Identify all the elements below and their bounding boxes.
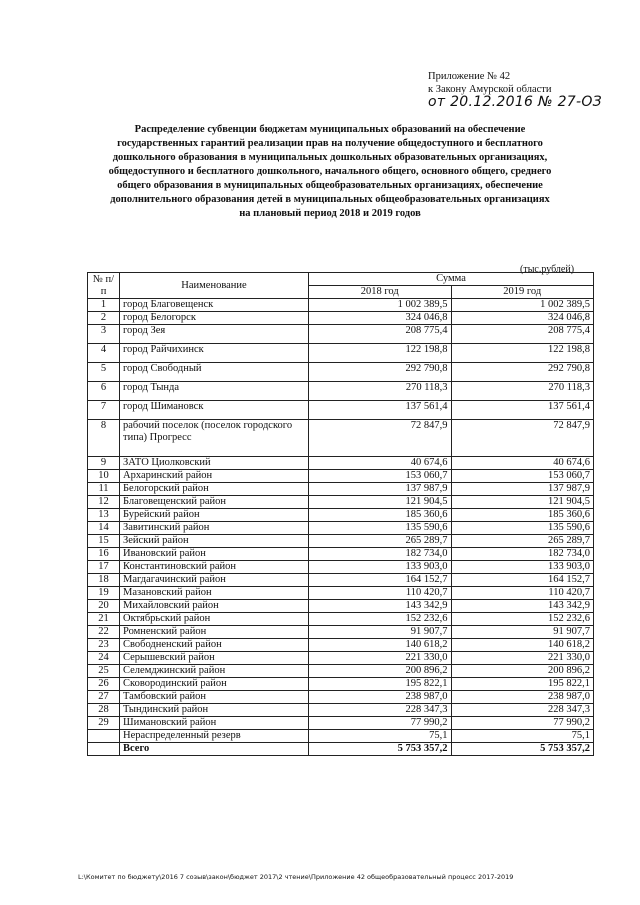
- row-number: 6: [88, 382, 120, 401]
- row-name: Михайловский район: [120, 600, 309, 613]
- table-row: [88, 325, 594, 344]
- row-value-2018: 195 822,1: [309, 678, 452, 691]
- row-number: 22: [88, 626, 120, 639]
- row-name: Свободненский район: [120, 639, 309, 652]
- row-name: Тындинский район: [120, 704, 309, 717]
- row-number: 5: [88, 363, 120, 382]
- total-row: [88, 743, 594, 756]
- row-value-2019: 238 987,0: [451, 691, 594, 704]
- row-name: Октябрьский район: [120, 613, 309, 626]
- row-value-2019: 75,1: [451, 730, 594, 743]
- row-name: Сковородинский район: [120, 678, 309, 691]
- row-number: 7: [88, 401, 120, 420]
- row-value-2018: 121 904,5: [309, 496, 452, 509]
- row-number: 10: [88, 470, 120, 483]
- row-value-2018: 75,1: [309, 730, 452, 743]
- row-value-2018: 110 420,7: [309, 587, 452, 600]
- row-value-2019: 164 152,7: [451, 574, 594, 587]
- row-number: 25: [88, 665, 120, 678]
- table-row: [88, 574, 594, 587]
- row-name: город Свободный: [120, 363, 309, 382]
- row-value-2018: 77 990,2: [309, 717, 452, 730]
- file-path-footer: L:\Комитет по бюджету\2016 7 созыв\закон\бюджет 2017\2 чтение\Приложение 42 общеобразовательный процесс 2017-2019: [78, 873, 514, 881]
- row-value-2018: 324 046,8: [309, 312, 452, 325]
- table-row: [88, 344, 594, 363]
- row-number: 26: [88, 678, 120, 691]
- row-number: 17: [88, 561, 120, 574]
- row-name: Нераспределенный резерв: [120, 730, 309, 743]
- row-name: город Белогорск: [120, 312, 309, 325]
- row-value-2018: 40 674,6: [309, 457, 452, 470]
- row-value-2019: 5 753 357,2: [451, 743, 594, 756]
- table-row: [88, 299, 594, 312]
- row-value-2019: 152 232,6: [451, 613, 594, 626]
- row-value-2019: 137 561,4: [451, 401, 594, 420]
- row-value-2018: 292 790,8: [309, 363, 452, 382]
- row-value-2018: 182 734,0: [309, 548, 452, 561]
- row-value-2018: 152 232,6: [309, 613, 452, 626]
- table-row: [88, 401, 594, 420]
- table-body: [88, 299, 594, 756]
- subvention-table: [87, 272, 594, 756]
- row-value-2018: 221 330,0: [309, 652, 452, 665]
- law-reference: к Закону Амурской области: [428, 84, 552, 95]
- row-number: 21: [88, 613, 120, 626]
- table-row: [88, 420, 594, 457]
- row-value-2018: 200 896,2: [309, 665, 452, 678]
- row-value-2018: 164 152,7: [309, 574, 452, 587]
- col-num-header: № п/п: [88, 273, 120, 299]
- row-number: 24: [88, 652, 120, 665]
- row-name: Селемджинский район: [120, 665, 309, 678]
- row-value-2019: 324 046,8: [451, 312, 594, 325]
- row-name: Магдагачинский район: [120, 574, 309, 587]
- row-number: 11: [88, 483, 120, 496]
- table-row: [88, 470, 594, 483]
- document-title: Распределение субвенции бюджетам муниципальных образований на обеспечение государственных гарантий реализации прав на получение общедоступного и бесплатного дошкольного образования в муниципальных дошкольных образовательных организациях, общедоступного и бесплатного дошкольного, начального общего, основного общего, среднего общего образования в муниципальных общеобразовательных организациях, обеспечение дополнительного образования детей в муниципальных общеобразовательных организациях на плановый период 2018 и 2019 годов: [108, 124, 552, 219]
- row-value-2018: 185 360,6: [309, 509, 452, 522]
- row-number: 8: [88, 420, 120, 457]
- table-row: [88, 717, 594, 730]
- row-value-2019: 208 775,4: [451, 325, 594, 344]
- table-row: [88, 639, 594, 652]
- row-name: ЗАТО Циолковский: [120, 457, 309, 470]
- row-value-2018: 140 618,2: [309, 639, 452, 652]
- row-value-2019: 121 904,5: [451, 496, 594, 509]
- table-row: [88, 626, 594, 639]
- row-number: 1: [88, 299, 120, 312]
- row-value-2019: 153 060,7: [451, 470, 594, 483]
- row-number: 12: [88, 496, 120, 509]
- row-number: 3: [88, 325, 120, 344]
- table-row: [88, 730, 594, 743]
- table-row: [88, 535, 594, 548]
- row-value-2019: 200 896,2: [451, 665, 594, 678]
- row-value-2018: 153 060,7: [309, 470, 452, 483]
- appendix-number: Приложение № 42: [428, 71, 511, 82]
- row-name: Тамбовский район: [120, 691, 309, 704]
- row-number: 23: [88, 639, 120, 652]
- row-value-2018: 135 590,6: [309, 522, 452, 535]
- row-name: Бурейский район: [120, 509, 309, 522]
- row-number: 27: [88, 691, 120, 704]
- table-row: [88, 587, 594, 600]
- row-name: Серышевский район: [120, 652, 309, 665]
- table-row: [88, 312, 594, 325]
- table-row: [88, 561, 594, 574]
- col-2018-header: 2018 год: [309, 286, 452, 299]
- row-value-2019: 228 347,3: [451, 704, 594, 717]
- row-value-2019: 137 987,9: [451, 483, 594, 496]
- row-name: город Райчихинск: [120, 344, 309, 363]
- row-value-2018: 228 347,3: [309, 704, 452, 717]
- row-number: 20: [88, 600, 120, 613]
- row-name: Белогорский район: [120, 483, 309, 496]
- table-row: [88, 483, 594, 496]
- units-label: (тыс.рублей): [520, 264, 575, 275]
- row-value-2019: 91 907,7: [451, 626, 594, 639]
- row-name: город Шимановск: [120, 401, 309, 420]
- table-row: [88, 665, 594, 678]
- row-value-2018: 208 775,4: [309, 325, 452, 344]
- row-name: Зейский район: [120, 535, 309, 548]
- row-number: 15: [88, 535, 120, 548]
- row-value-2019: 133 903,0: [451, 561, 594, 574]
- row-name: Архаринский район: [120, 470, 309, 483]
- row-value-2019: 195 822,1: [451, 678, 594, 691]
- row-value-2019: 140 618,2: [451, 639, 594, 652]
- row-value-2018: 270 118,3: [309, 382, 452, 401]
- row-value-2018: 72 847,9: [309, 420, 452, 457]
- row-value-2019: 292 790,8: [451, 363, 594, 382]
- col-sum-header: Сумма: [309, 273, 594, 286]
- row-number: 18: [88, 574, 120, 587]
- row-value-2018: 265 289,7: [309, 535, 452, 548]
- table-row: [88, 457, 594, 470]
- row-number: 4: [88, 344, 120, 363]
- row-number: 9: [88, 457, 120, 470]
- row-name: город Тында: [120, 382, 309, 401]
- row-name: город Зея: [120, 325, 309, 344]
- table-row: [88, 600, 594, 613]
- row-value-2019: 110 420,7: [451, 587, 594, 600]
- row-value-2019: 221 330,0: [451, 652, 594, 665]
- row-value-2019: 40 674,6: [451, 457, 594, 470]
- table-row: [88, 363, 594, 382]
- table-row: [88, 678, 594, 691]
- row-value-2018: 122 198,8: [309, 344, 452, 363]
- row-number: 29: [88, 717, 120, 730]
- table-row: [88, 691, 594, 704]
- row-name: Ромненский район: [120, 626, 309, 639]
- handwritten-date: от 20.12.2016 № 27-ОЗ: [428, 94, 602, 110]
- row-value-2019: 182 734,0: [451, 548, 594, 561]
- row-name: Константиновский район: [120, 561, 309, 574]
- row-value-2018: 91 907,7: [309, 626, 452, 639]
- row-value-2018: 137 561,4: [309, 401, 452, 420]
- row-value-2018: 133 903,0: [309, 561, 452, 574]
- row-value-2019: 270 118,3: [451, 382, 594, 401]
- row-value-2019: 122 198,8: [451, 344, 594, 363]
- row-value-2018: 5 753 357,2: [309, 743, 452, 756]
- row-value-2018: 137 987,9: [309, 483, 452, 496]
- row-value-2019: 143 342,9: [451, 600, 594, 613]
- row-number: 2: [88, 312, 120, 325]
- row-value-2019: 185 360,6: [451, 509, 594, 522]
- row-name: Благовещенский район: [120, 496, 309, 509]
- row-value-2019: 1 002 389,5: [451, 299, 594, 312]
- table-row: [88, 522, 594, 535]
- row-name: Ивановский район: [120, 548, 309, 561]
- row-name: Мазановский район: [120, 587, 309, 600]
- row-number: [88, 730, 120, 743]
- row-name: рабочий поселок (поселок городского типа) Прогресс: [120, 420, 309, 457]
- row-value-2018: 1 002 389,5: [309, 299, 452, 312]
- row-number: 13: [88, 509, 120, 522]
- row-number: 16: [88, 548, 120, 561]
- table-row: [88, 613, 594, 626]
- table-row: [88, 382, 594, 401]
- table-row: [88, 548, 594, 561]
- table-row: [88, 509, 594, 522]
- row-name: Шимановский район: [120, 717, 309, 730]
- row-name: город Благовещенск: [120, 299, 309, 312]
- row-value-2019: 77 990,2: [451, 717, 594, 730]
- row-value-2019: 265 289,7: [451, 535, 594, 548]
- row-number: [88, 743, 120, 756]
- row-number: 19: [88, 587, 120, 600]
- table-row: [88, 496, 594, 509]
- table-row: [88, 652, 594, 665]
- table-row: [88, 704, 594, 717]
- col-2019-header: 2019 год: [451, 286, 594, 299]
- row-value-2019: 72 847,9: [451, 420, 594, 457]
- col-name-header: Наименование: [120, 273, 309, 299]
- row-value-2019: 135 590,6: [451, 522, 594, 535]
- row-value-2018: 143 342,9: [309, 600, 452, 613]
- row-number: 28: [88, 704, 120, 717]
- row-number: 14: [88, 522, 120, 535]
- row-name: Завитинский район: [120, 522, 309, 535]
- row-value-2018: 238 987,0: [309, 691, 452, 704]
- row-name: Всего: [120, 743, 309, 756]
- appendix-header: [428, 70, 628, 109]
